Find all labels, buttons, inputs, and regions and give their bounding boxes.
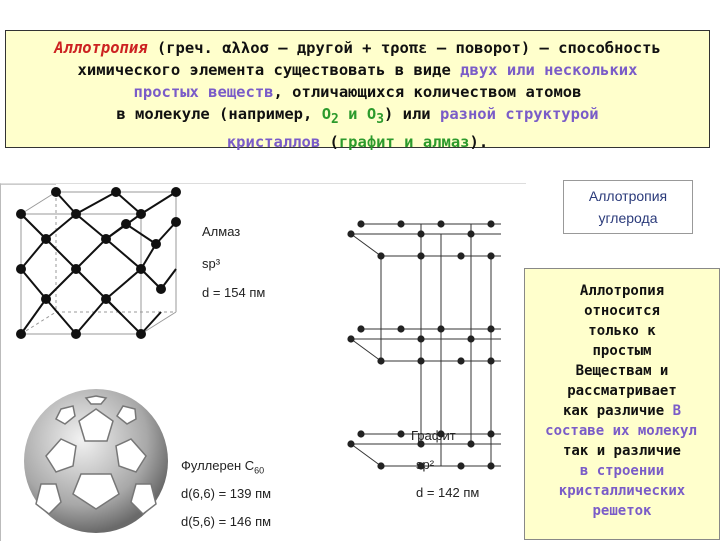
carbon-allotropes-figure bbox=[0, 183, 526, 541]
term-allotropy: Аллотропия bbox=[54, 39, 148, 57]
note-line: только к bbox=[588, 323, 656, 339]
diamond-hybridization: sp³ bbox=[202, 256, 221, 271]
note-line: так и различие bbox=[562, 443, 681, 459]
carbon-allotropy-caption bbox=[563, 180, 693, 234]
fullerene-bond-66: d(6,6) = 139 пм bbox=[181, 486, 272, 501]
paren-close: ). bbox=[469, 133, 489, 152]
graphite-diamond: графит и алмаз bbox=[338, 133, 470, 152]
diamond-bond-length: d = 154 пм bbox=[202, 285, 266, 300]
note-line: Веществам и bbox=[575, 363, 669, 379]
caption-line-1: Аллотропия bbox=[588, 188, 668, 204]
note-line: рассматривает bbox=[567, 383, 677, 399]
note-line: Аллотропия bbox=[579, 283, 665, 299]
def-line4b: ) или bbox=[383, 105, 431, 123]
note-highlight: В bbox=[672, 403, 682, 419]
formula-o3: $O_3$ bbox=[366, 105, 384, 128]
caption-line-2: углерода bbox=[598, 210, 658, 226]
note-line: относится bbox=[584, 303, 660, 319]
definition-text bbox=[6, 31, 709, 153]
note-box bbox=[524, 268, 720, 540]
note-highlight: решеток bbox=[592, 503, 652, 519]
note-highlight: составе их молекул bbox=[545, 423, 697, 439]
def-highlight-2: простых веществ bbox=[133, 83, 274, 101]
paren-open: ( bbox=[329, 133, 339, 152]
formula-o2: $O_2$ bbox=[321, 105, 339, 128]
def-line4a: в молекуле (например, bbox=[116, 105, 313, 123]
definition-box bbox=[5, 30, 710, 152]
def-highlight-3: разной структурой bbox=[439, 105, 599, 123]
note-line: как различие В bbox=[562, 403, 682, 419]
def-highlight-1: двух или нескольких bbox=[460, 61, 638, 79]
fullerene-structure bbox=[24, 389, 168, 533]
fullerene-label: Фуллерен $С_{60}$ bbox=[181, 458, 265, 476]
graphite-label: Графит bbox=[411, 428, 456, 443]
def-highlight-4: кристаллов bbox=[226, 133, 321, 152]
note-line: простым bbox=[592, 343, 652, 359]
graphite-bond-length: d = 142 пм bbox=[416, 485, 480, 500]
note-highlight: кристаллических bbox=[558, 483, 686, 499]
fullerene-bond-56: d(5,6) = 146 пм bbox=[181, 514, 272, 529]
note-highlight: в строении bbox=[579, 463, 665, 479]
diamond-structure bbox=[1, 184, 180, 338]
term-origin: (греч. αλλοσ – другой + τροπε – поворот) – способность bbox=[156, 39, 661, 57]
def-line2: химического элемента существовать в виде bbox=[77, 61, 451, 79]
graphite-hybridization: sp² bbox=[416, 457, 435, 472]
diamond-label: Алмаз bbox=[202, 224, 241, 239]
and-word: и bbox=[348, 105, 358, 123]
def-line3: , отличающихся количеством атомов bbox=[273, 83, 582, 101]
